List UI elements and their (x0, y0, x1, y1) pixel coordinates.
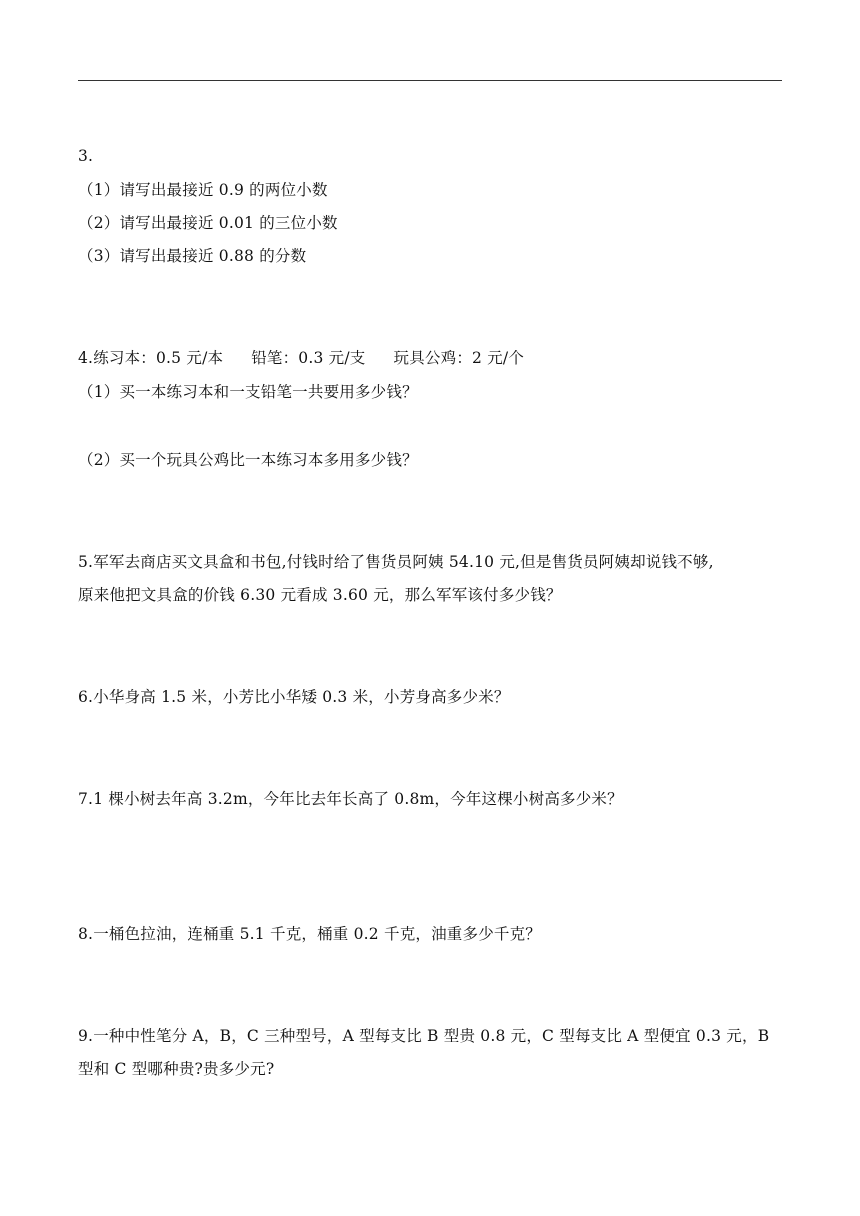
price-pencil: 铅笔：0.3 元/支 (251, 349, 366, 367)
price-toy-rooster: 玩具公鸡：2 元/个 (393, 349, 525, 367)
question-7: 7.1 棵小树去年高 3.2m，今年比去年长高了 0.8m，今年这棵小树高多少米？ (78, 790, 623, 808)
question-4-price-list (78, 348, 788, 368)
question-5-line-1: 5.军军去商店买文具盒和书包,付钱时给了售货员阿姨 54.10 元,但是售货员阿姨却说钱不够, (78, 553, 714, 571)
question-4-part-1: （1）买一本练习本和一支铅笔一共要用多少钱？ (78, 383, 418, 401)
question-5-line-2: 原来他把文具盒的价钱 6.30 元看成 3.60 元，那么军军该付多少钱？ (78, 586, 562, 604)
question-8: 8.一桶色拉油，连桶重 5.1 千克，桶重 0.2 千克，油重多少千克？ (78, 925, 541, 943)
question-4-part-2: （2）买一个玩具公鸡比一本练习本多用多少钱？ (78, 451, 418, 469)
question-3-part-1: （1）请写出最接近 0.9 的两位小数 (78, 181, 328, 199)
header-rule (78, 80, 782, 81)
question-9-line-1: 9.一种中性笔分 A，B，C 三种型号，A 型每支比 B 型贵 0.8 元，C 型每支比 A 型便宜 0.3 元，B (78, 1027, 770, 1045)
question-9-line-2: 型和 C 型哪种贵?贵多少元? (78, 1060, 275, 1078)
question-3-part-3: （3）请写出最接近 0.88 的分数 (78, 247, 307, 265)
question-3-number: 3. (78, 147, 94, 165)
question-6: 6.小华身高 1.5 米，小芳比小华矮 0.3 米，小芳身高多少米？ (78, 688, 510, 706)
price-notebook: 4.练习本：0.5 元/本 (78, 349, 224, 367)
question-3-part-2: （2）请写出最接近 0.01 的三位小数 (78, 214, 338, 232)
